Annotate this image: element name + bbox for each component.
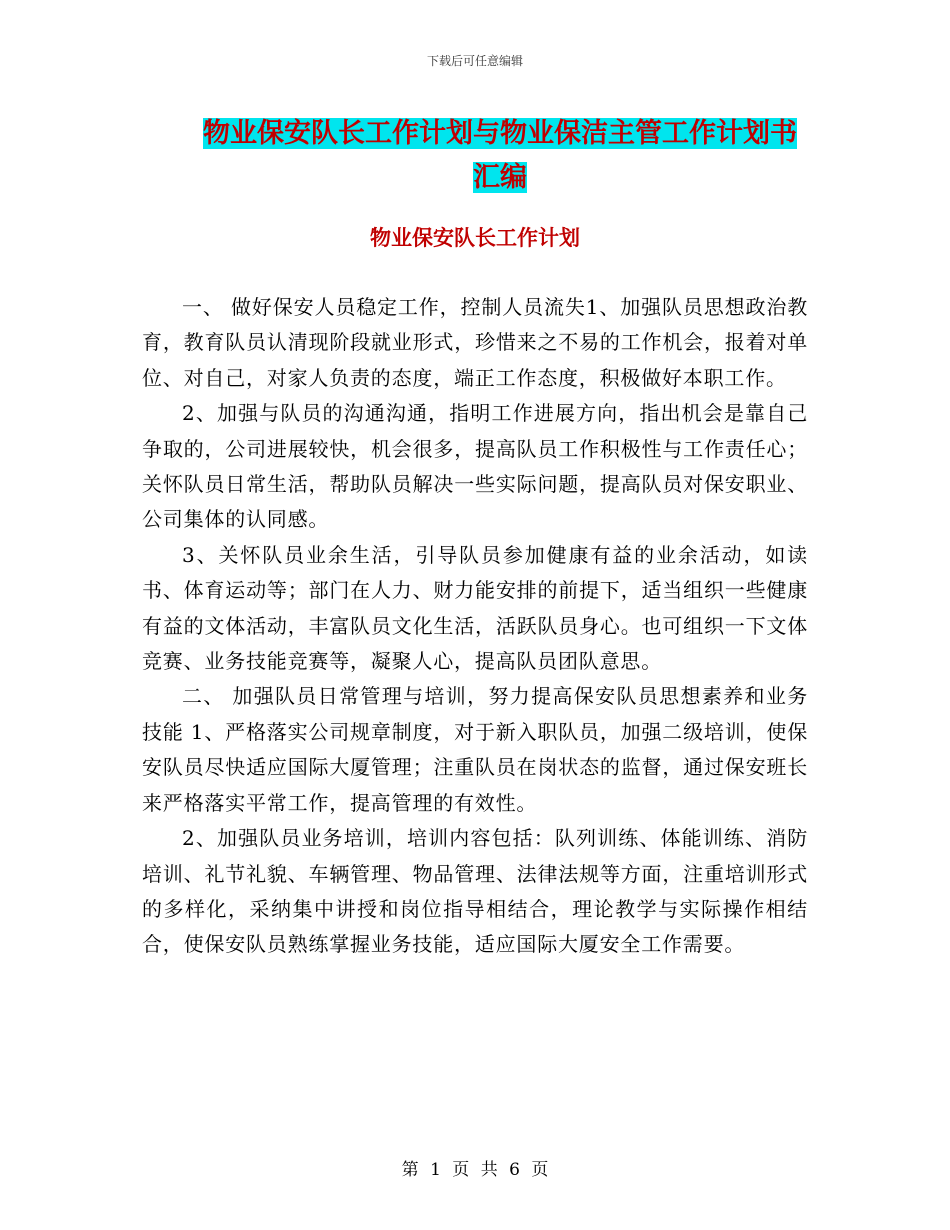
- paragraph: 2、加强队员业务培训，培训内容包括：队列训练、体能训练、消防培训、礼节礼貌、车辆管理、物品管理、法律法规等方面，注重培训形式的多样化，采纳集中讲授和岗位指导相结合，理论教学与实际操作相结合，使保安队员熟练掌握业务技能，适应国际大厦安全工作需要。: [142, 826, 808, 957]
- paragraph: 一、 做好保安人员稳定工作，控制人员流失1、加强队员思想政治教育，教育队员认清现阶段就业形式，珍惜来之不易的工作机会，报着对单位、对自己，对家人负责的态度，端正工作态度，积极做好本职工作。: [142, 295, 808, 390]
- header-note: 下载后可任意编辑: [426, 54, 523, 68]
- document-title: [190, 112, 810, 200]
- page-indicator: 第 1 页 共 6 页: [401, 1160, 549, 1180]
- document-body: [142, 290, 808, 963]
- section-title: 物业保安队长工作计划: [370, 226, 580, 250]
- paragraph: 2、加强与队员的沟通沟通，指明工作进展方向，指出机会是靠自己争取的，公司进展较快，机会很多，提高队员工作积极性与工作责任心；关怀队员日常生活，帮助队员解决一些实际问题，提高队员对保安职业、公司集体的认同感。: [142, 401, 808, 532]
- document-title-text: 物业保安队长工作计划与物业保洁主管工作计划书汇编: [203, 118, 797, 193]
- paragraph: 3、关怀队员业余生活，引导队员参加健康有益的业余活动，如读书、体育运动等；部门在人力、财力能安排的前提下，适当组织一些健康有益的文体活动，丰富队员文化生活，活跃队员身心。也可组织一下文体竞赛、业务技能竞赛等，凝聚人心，提高队员团队意思。: [142, 542, 808, 674]
- paragraph: 二、 加强队员日常管理与培训，努力提高保安队员思想素养和业务技能 1、严格落实公司规章制度，对于新入职队员，加强二级培训，使保安队员尽快适应国际大厦管理；注重队员在岗状态的监督，通过保安班长来严格落实平常工作，提高管理的有效性。: [142, 684, 808, 815]
